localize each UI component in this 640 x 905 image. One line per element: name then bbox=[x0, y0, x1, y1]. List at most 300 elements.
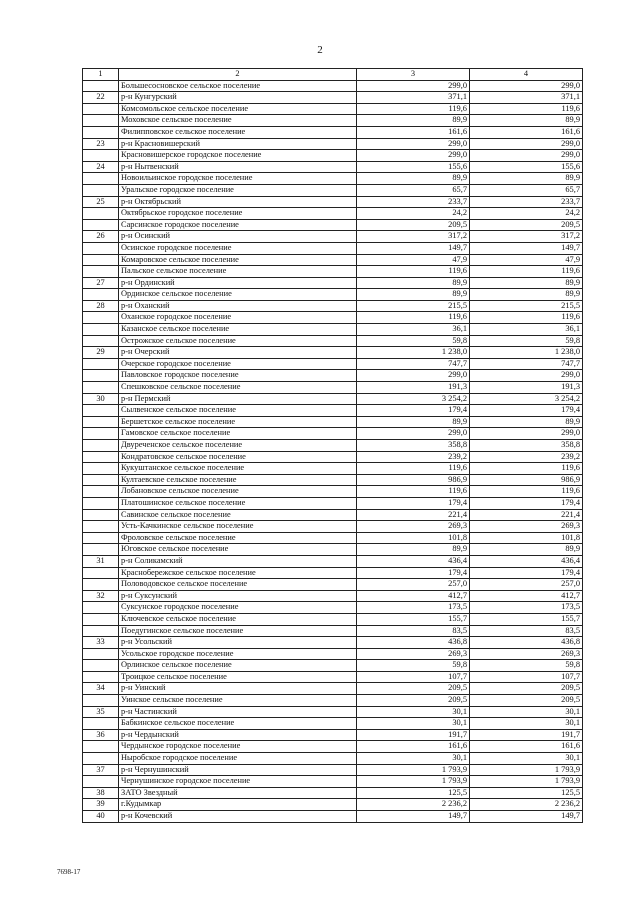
row-number bbox=[83, 451, 119, 463]
row-value-4: 24,2 bbox=[470, 208, 583, 220]
row-value-3: 3 254,2 bbox=[357, 393, 470, 405]
row-value-4: 221,4 bbox=[470, 509, 583, 521]
row-number bbox=[83, 428, 119, 440]
row-name: р-н Чернушинский bbox=[119, 764, 357, 776]
row-value-4: 173,5 bbox=[470, 602, 583, 614]
row-value-3: 59,8 bbox=[357, 335, 470, 347]
row-value-3: 1 793,9 bbox=[357, 776, 470, 788]
row-number bbox=[83, 776, 119, 788]
row-number bbox=[83, 660, 119, 672]
table-row bbox=[83, 706, 583, 718]
row-name: р-н Частинский bbox=[119, 706, 357, 718]
row-value-4: 191,7 bbox=[470, 729, 583, 741]
row-value-3: 24,2 bbox=[357, 208, 470, 220]
table-row bbox=[83, 115, 583, 127]
row-number bbox=[83, 474, 119, 486]
row-number: 22 bbox=[83, 92, 119, 104]
row-value-3: 269,3 bbox=[357, 648, 470, 660]
table-row bbox=[83, 718, 583, 730]
table-row bbox=[83, 231, 583, 243]
row-value-3: 119,6 bbox=[357, 486, 470, 498]
row-value-4: 299,0 bbox=[470, 428, 583, 440]
row-value-3: 299,0 bbox=[357, 428, 470, 440]
row-value-3: 412,7 bbox=[357, 590, 470, 602]
row-value-4: 89,9 bbox=[470, 416, 583, 428]
row-value-4: 239,2 bbox=[470, 451, 583, 463]
table-row bbox=[83, 335, 583, 347]
row-number: 36 bbox=[83, 729, 119, 741]
row-value-4: 65,7 bbox=[470, 184, 583, 196]
row-value-3: 89,9 bbox=[357, 416, 470, 428]
row-value-3: 179,4 bbox=[357, 497, 470, 509]
row-value-4: 30,1 bbox=[470, 706, 583, 718]
row-value-4: 209,5 bbox=[470, 683, 583, 695]
row-number bbox=[83, 416, 119, 428]
row-name: г.Кудымкар bbox=[119, 799, 357, 811]
row-value-3: 1 793,9 bbox=[357, 764, 470, 776]
table-row bbox=[83, 324, 583, 336]
row-value-3: 2 236,2 bbox=[357, 799, 470, 811]
column-header-2: 2 bbox=[119, 69, 357, 81]
row-value-4: 233,7 bbox=[470, 196, 583, 208]
row-value-4: 59,8 bbox=[470, 335, 583, 347]
table-row bbox=[83, 671, 583, 683]
table-row bbox=[83, 92, 583, 104]
row-value-4: 89,9 bbox=[470, 289, 583, 301]
row-value-3: 161,6 bbox=[357, 741, 470, 753]
table-row bbox=[83, 753, 583, 765]
row-value-3: 89,9 bbox=[357, 115, 470, 127]
row-name: р-н Ординский bbox=[119, 277, 357, 289]
row-number bbox=[83, 312, 119, 324]
table-row bbox=[83, 811, 583, 823]
row-value-4: 119,6 bbox=[470, 266, 583, 278]
row-name: р-н Кочевский bbox=[119, 811, 357, 823]
table-row bbox=[83, 312, 583, 324]
row-number bbox=[83, 405, 119, 417]
row-value-3: 1 238,0 bbox=[357, 347, 470, 359]
table-row bbox=[83, 80, 583, 92]
row-name: Савинское сельское поселение bbox=[119, 509, 357, 521]
table-row bbox=[83, 776, 583, 788]
row-value-3: 30,1 bbox=[357, 706, 470, 718]
table-row bbox=[83, 150, 583, 162]
row-name: Новоильинское городское поселение bbox=[119, 173, 357, 185]
row-name: р-н Нытвенский bbox=[119, 161, 357, 173]
row-name: Култаевское сельское поселение bbox=[119, 474, 357, 486]
row-name: ЗАТО Звездный bbox=[119, 787, 357, 799]
row-value-4: 191,3 bbox=[470, 382, 583, 394]
row-value-3: 155,6 bbox=[357, 161, 470, 173]
row-name: Поедугинское сельское поселение bbox=[119, 625, 357, 637]
row-name: Уинское сельское поселение bbox=[119, 695, 357, 707]
row-number bbox=[83, 544, 119, 556]
row-name: Троицкое сельское поселение bbox=[119, 671, 357, 683]
row-value-4: 125,5 bbox=[470, 787, 583, 799]
row-value-3: 299,0 bbox=[357, 150, 470, 162]
row-value-3: 149,7 bbox=[357, 242, 470, 254]
row-number: 30 bbox=[83, 393, 119, 405]
column-header-1: 1 bbox=[83, 69, 119, 81]
row-number: 34 bbox=[83, 683, 119, 695]
row-number bbox=[83, 126, 119, 138]
row-name: Кукуштанское сельское поселение bbox=[119, 463, 357, 475]
row-name: р-н Очерский bbox=[119, 347, 357, 359]
row-value-4: 36,1 bbox=[470, 324, 583, 336]
table-row bbox=[83, 289, 583, 301]
row-name: Ключевское сельское поселение bbox=[119, 613, 357, 625]
column-header-3: 3 bbox=[357, 69, 470, 81]
row-name: р-н Чердынский bbox=[119, 729, 357, 741]
row-value-3: 179,4 bbox=[357, 567, 470, 579]
row-name: Кондратовское сельское поселение bbox=[119, 451, 357, 463]
row-value-3: 89,9 bbox=[357, 173, 470, 185]
row-name: р-н Суксунский bbox=[119, 590, 357, 602]
row-name: Двуреченское сельское поселение bbox=[119, 440, 357, 452]
row-value-4: 1 793,9 bbox=[470, 776, 583, 788]
row-number: 27 bbox=[83, 277, 119, 289]
row-value-4: 269,3 bbox=[470, 521, 583, 533]
row-name: Павловское городское поселение bbox=[119, 370, 357, 382]
table-row bbox=[83, 741, 583, 753]
table-row bbox=[83, 254, 583, 266]
row-value-3: 179,4 bbox=[357, 405, 470, 417]
row-value-4: 30,1 bbox=[470, 718, 583, 730]
row-value-3: 47,9 bbox=[357, 254, 470, 266]
row-value-3: 257,0 bbox=[357, 579, 470, 591]
table-row bbox=[83, 393, 583, 405]
row-value-4: 257,0 bbox=[470, 579, 583, 591]
row-value-4: 317,2 bbox=[470, 231, 583, 243]
row-name: Уральское городское поселение bbox=[119, 184, 357, 196]
row-value-4: 209,5 bbox=[470, 219, 583, 231]
table-row bbox=[83, 277, 583, 289]
row-number: 32 bbox=[83, 590, 119, 602]
row-name: Казанское сельское поселение bbox=[119, 324, 357, 336]
row-name: Ныробское городское поселение bbox=[119, 753, 357, 765]
table-row bbox=[83, 428, 583, 440]
row-value-4: 299,0 bbox=[470, 80, 583, 92]
table-row bbox=[83, 509, 583, 521]
table-row bbox=[83, 370, 583, 382]
row-number bbox=[83, 625, 119, 637]
row-value-4: 107,7 bbox=[470, 671, 583, 683]
table-row bbox=[83, 497, 583, 509]
table-row bbox=[83, 196, 583, 208]
row-value-4: 299,0 bbox=[470, 370, 583, 382]
row-name: р-н Соликамский bbox=[119, 555, 357, 567]
row-name: Ординское сельское поселение bbox=[119, 289, 357, 301]
row-value-3: 299,0 bbox=[357, 138, 470, 150]
row-number bbox=[83, 289, 119, 301]
row-value-3: 119,6 bbox=[357, 266, 470, 278]
row-value-3: 436,4 bbox=[357, 555, 470, 567]
row-name: Филипповское сельское поселение bbox=[119, 126, 357, 138]
table-row bbox=[83, 764, 583, 776]
row-value-4: 89,9 bbox=[470, 115, 583, 127]
row-name: Усть-Качкинское сельское поселение bbox=[119, 521, 357, 533]
row-value-4: 59,8 bbox=[470, 660, 583, 672]
row-number bbox=[83, 671, 119, 683]
row-value-4: 747,7 bbox=[470, 358, 583, 370]
row-value-3: 125,5 bbox=[357, 787, 470, 799]
row-number bbox=[83, 718, 119, 730]
table-row bbox=[83, 219, 583, 231]
table-row bbox=[83, 266, 583, 278]
row-value-4: 1 793,9 bbox=[470, 764, 583, 776]
row-number bbox=[83, 208, 119, 220]
row-name: Оханское городское поселение bbox=[119, 312, 357, 324]
row-value-4: 101,8 bbox=[470, 532, 583, 544]
row-name: Чердынское городское поселение bbox=[119, 741, 357, 753]
table-row bbox=[83, 161, 583, 173]
table-row bbox=[83, 590, 583, 602]
table-row bbox=[83, 451, 583, 463]
row-name: Пальское сельское поселение bbox=[119, 266, 357, 278]
row-value-3: 30,1 bbox=[357, 753, 470, 765]
row-value-3: 299,0 bbox=[357, 370, 470, 382]
table-row bbox=[83, 613, 583, 625]
row-value-4: 299,0 bbox=[470, 150, 583, 162]
row-value-4: 89,9 bbox=[470, 277, 583, 289]
row-value-3: 299,0 bbox=[357, 80, 470, 92]
row-value-4: 179,4 bbox=[470, 567, 583, 579]
row-name: р-н Пермский bbox=[119, 393, 357, 405]
row-value-4: 119,6 bbox=[470, 486, 583, 498]
row-value-4: 269,3 bbox=[470, 648, 583, 660]
row-number bbox=[83, 80, 119, 92]
row-value-3: 36,1 bbox=[357, 324, 470, 336]
row-value-4: 119,6 bbox=[470, 312, 583, 324]
row-value-4: 299,0 bbox=[470, 138, 583, 150]
row-name: Очерское городское поселение bbox=[119, 358, 357, 370]
row-name: Комаровское сельское поселение bbox=[119, 254, 357, 266]
table-row bbox=[83, 405, 583, 417]
row-number bbox=[83, 532, 119, 544]
table-body bbox=[83, 69, 583, 823]
row-number: 39 bbox=[83, 799, 119, 811]
row-number bbox=[83, 219, 119, 231]
table-header-row bbox=[83, 69, 583, 81]
table-row bbox=[83, 579, 583, 591]
row-number bbox=[83, 648, 119, 660]
row-value-3: 317,2 bbox=[357, 231, 470, 243]
row-name: Половодовское сельское поселение bbox=[119, 579, 357, 591]
table-row bbox=[83, 347, 583, 359]
row-name: Сылвенское сельское поселение bbox=[119, 405, 357, 417]
table-row bbox=[83, 486, 583, 498]
row-value-3: 119,6 bbox=[357, 103, 470, 115]
row-number bbox=[83, 254, 119, 266]
row-value-3: 59,8 bbox=[357, 660, 470, 672]
row-name: р-н Красновишерский bbox=[119, 138, 357, 150]
row-value-4: 149,7 bbox=[470, 242, 583, 254]
row-value-3: 161,6 bbox=[357, 126, 470, 138]
row-number: 28 bbox=[83, 300, 119, 312]
table-row bbox=[83, 208, 583, 220]
row-name: Платошинское сельское поселение bbox=[119, 497, 357, 509]
row-value-4: 161,6 bbox=[470, 741, 583, 753]
row-value-4: 179,4 bbox=[470, 405, 583, 417]
table-row bbox=[83, 532, 583, 544]
row-number bbox=[83, 509, 119, 521]
table-row bbox=[83, 544, 583, 556]
table-row bbox=[83, 300, 583, 312]
table-row bbox=[83, 787, 583, 799]
row-value-3: 119,6 bbox=[357, 312, 470, 324]
table-row bbox=[83, 138, 583, 150]
row-value-3: 89,9 bbox=[357, 544, 470, 556]
data-table bbox=[82, 68, 583, 823]
row-number: 26 bbox=[83, 231, 119, 243]
row-value-4: 371,1 bbox=[470, 92, 583, 104]
row-name: Острожское сельское поселение bbox=[119, 335, 357, 347]
row-number bbox=[83, 358, 119, 370]
table-row bbox=[83, 242, 583, 254]
row-number bbox=[83, 242, 119, 254]
row-value-3: 239,2 bbox=[357, 451, 470, 463]
table-row bbox=[83, 440, 583, 452]
row-value-3: 358,8 bbox=[357, 440, 470, 452]
row-number bbox=[83, 521, 119, 533]
table-row bbox=[83, 173, 583, 185]
row-value-3: 209,5 bbox=[357, 695, 470, 707]
row-name: Сарсинское городское поселение bbox=[119, 219, 357, 231]
column-header-4: 4 bbox=[470, 69, 583, 81]
row-name: Гамовское сельское поселение bbox=[119, 428, 357, 440]
row-value-4: 215,5 bbox=[470, 300, 583, 312]
row-name: Орлинское сельское поселение bbox=[119, 660, 357, 672]
row-value-4: 155,7 bbox=[470, 613, 583, 625]
row-number bbox=[83, 324, 119, 336]
row-value-3: 747,7 bbox=[357, 358, 470, 370]
row-number bbox=[83, 184, 119, 196]
row-name: Комсомольское сельское поселение bbox=[119, 103, 357, 115]
table-row bbox=[83, 602, 583, 614]
row-value-4: 119,6 bbox=[470, 103, 583, 115]
table-row bbox=[83, 358, 583, 370]
table-row bbox=[83, 637, 583, 649]
table-row bbox=[83, 382, 583, 394]
row-name: Усольское городское поселение bbox=[119, 648, 357, 660]
row-value-3: 149,7 bbox=[357, 811, 470, 823]
row-value-3: 191,7 bbox=[357, 729, 470, 741]
row-number bbox=[83, 266, 119, 278]
table-row bbox=[83, 660, 583, 672]
row-number bbox=[83, 335, 119, 347]
row-value-3: 89,9 bbox=[357, 277, 470, 289]
row-name: Красновишерское городское поселение bbox=[119, 150, 357, 162]
row-value-3: 371,1 bbox=[357, 92, 470, 104]
row-number bbox=[83, 150, 119, 162]
row-number: 40 bbox=[83, 811, 119, 823]
row-value-4: 161,6 bbox=[470, 126, 583, 138]
row-name: Юговское сельское поселение bbox=[119, 544, 357, 556]
row-value-3: 119,6 bbox=[357, 463, 470, 475]
row-value-4: 1 238,0 bbox=[470, 347, 583, 359]
row-number bbox=[83, 695, 119, 707]
row-number bbox=[83, 753, 119, 765]
row-value-4: 83,5 bbox=[470, 625, 583, 637]
row-value-4: 89,9 bbox=[470, 544, 583, 556]
row-value-3: 233,7 bbox=[357, 196, 470, 208]
row-value-4: 149,7 bbox=[470, 811, 583, 823]
table-row bbox=[83, 463, 583, 475]
table-row bbox=[83, 695, 583, 707]
row-value-4: 986,9 bbox=[470, 474, 583, 486]
row-name: р-н Октябрьский bbox=[119, 196, 357, 208]
row-value-3: 209,5 bbox=[357, 683, 470, 695]
row-name: Спешковское сельское поселение bbox=[119, 382, 357, 394]
row-number: 25 bbox=[83, 196, 119, 208]
table-row bbox=[83, 683, 583, 695]
row-number bbox=[83, 103, 119, 115]
row-number bbox=[83, 370, 119, 382]
row-value-4: 47,9 bbox=[470, 254, 583, 266]
row-number: 29 bbox=[83, 347, 119, 359]
table-row bbox=[83, 103, 583, 115]
row-name: Суксунское городское поселение bbox=[119, 602, 357, 614]
table-row bbox=[83, 648, 583, 660]
row-number: 38 bbox=[83, 787, 119, 799]
row-value-4: 209,5 bbox=[470, 695, 583, 707]
row-name: р-н Осинский bbox=[119, 231, 357, 243]
table-row bbox=[83, 521, 583, 533]
row-number: 33 bbox=[83, 637, 119, 649]
row-number bbox=[83, 440, 119, 452]
row-name: Чернушинское городское поселение bbox=[119, 776, 357, 788]
row-name: р-н Оханский bbox=[119, 300, 357, 312]
row-name: Большесосновское сельское поселение bbox=[119, 80, 357, 92]
row-value-4: 412,7 bbox=[470, 590, 583, 602]
row-value-4: 179,4 bbox=[470, 497, 583, 509]
row-number bbox=[83, 741, 119, 753]
page-number: 2 bbox=[317, 44, 323, 56]
table-row bbox=[83, 729, 583, 741]
row-value-3: 209,5 bbox=[357, 219, 470, 231]
row-number: 23 bbox=[83, 138, 119, 150]
row-value-3: 65,7 bbox=[357, 184, 470, 196]
row-value-3: 221,4 bbox=[357, 509, 470, 521]
table-row bbox=[83, 416, 583, 428]
row-number bbox=[83, 486, 119, 498]
row-number bbox=[83, 613, 119, 625]
row-value-4: 358,8 bbox=[470, 440, 583, 452]
row-value-3: 107,7 bbox=[357, 671, 470, 683]
row-value-3: 89,9 bbox=[357, 289, 470, 301]
table-row bbox=[83, 555, 583, 567]
row-number bbox=[83, 173, 119, 185]
row-name: р-н Кунгурский bbox=[119, 92, 357, 104]
row-number: 31 bbox=[83, 555, 119, 567]
footer-code: 7698-17 bbox=[57, 868, 81, 876]
row-name: Фроловское сельское поселение bbox=[119, 532, 357, 544]
row-value-4: 155,6 bbox=[470, 161, 583, 173]
row-name: р-н Усольский bbox=[119, 637, 357, 649]
row-value-4: 119,6 bbox=[470, 463, 583, 475]
row-value-3: 101,8 bbox=[357, 532, 470, 544]
row-value-3: 155,7 bbox=[357, 613, 470, 625]
row-value-4: 3 254,2 bbox=[470, 393, 583, 405]
row-name: Лобановское сельское поселение bbox=[119, 486, 357, 498]
row-number: 35 bbox=[83, 706, 119, 718]
row-value-4: 30,1 bbox=[470, 753, 583, 765]
row-number bbox=[83, 382, 119, 394]
row-number bbox=[83, 497, 119, 509]
row-value-3: 191,3 bbox=[357, 382, 470, 394]
row-value-3: 986,9 bbox=[357, 474, 470, 486]
row-name: Осинское городское поселение bbox=[119, 242, 357, 254]
